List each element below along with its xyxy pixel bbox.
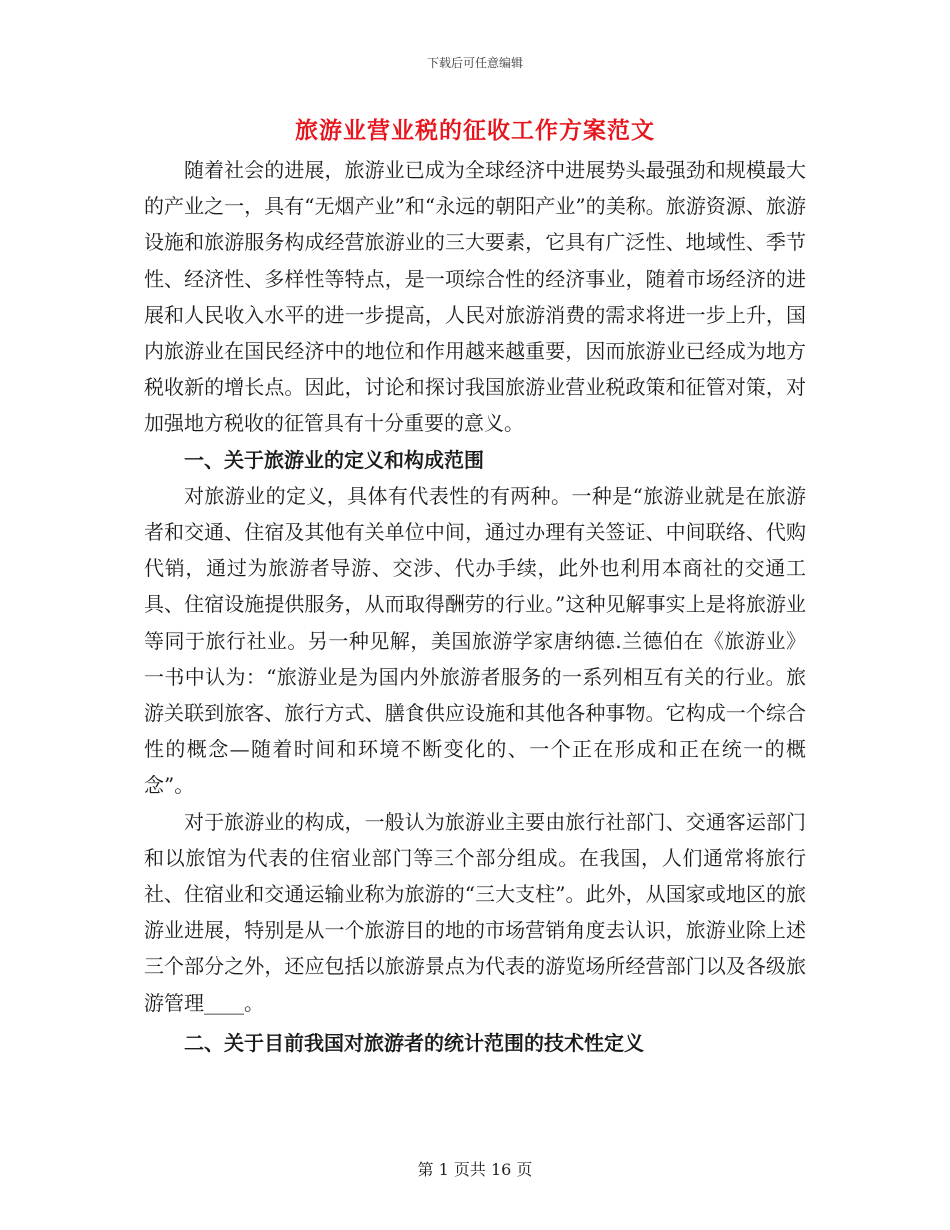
header-note: 下载后可任意编辑 [426,56,523,70]
section-1-paragraph-2: 对于旅游业的构成，一般认为旅游业主要由旅行社部门、交通客运部门和以旅馆为代表的住宿业部门等三个部分组成。在我国，人们通常将旅行社、住宿业和交通运输业称为旅游的“三大支柱”。此外，从国家或地区的旅游业进展，特别是从一个旅游目的地的市场营销角度去认识，旅游业除上述三个部分之外，还应包括以旅游景点为代表的游览场所经营部门以及各级旅游管理____。 [144,809,806,1015]
document-body [144,152,806,1061]
intro-paragraph: 随着社会的进展，旅游业已成为全球经济中进展势头最强劲和规模最大的产业之一，具有“无烟产业”和“永远的朝阳产业”的美称。旅游资源、旅游设施和旅游服务构成经营旅游业的三大要素，它具有广泛性、地域性、季节性、经济性、多样性等特点，是一项综合性的经济事业，随着市场经济的进展和人民收入水平的进一步提高，人民对旅游消费的需求将进一步上升，国内旅游业在国民经济中的地位和作用越来越重要，因而旅游业已经成为地方税收新的增长点。因此，讨论和探讨我国旅游业营业税政策和征管对策，对加强地方税收的征管具有十分重要的意义。 [144,158,806,436]
document-title: 旅游业营业税的征收工作方案范文 [295,117,655,144]
section-1-paragraph-1: 对旅游业的定义，具体有代表性的有两种。一种是“旅游业就是在旅游者和交通、住宿及其他有关单位中间，通过办理有关签证、中间联络、代购代销，通过为旅游者导游、交涉、代办手续，此外也利用本商社的交通工具、住宿设施提供服务，从而取得酬劳的行业。”这种见解事实上是将旅游业等同于旅行社业。另一种见解，美国旅游学家唐纳德.兰德伯在《旅游业》一书中认为：“旅游业是为国内外旅游者服务的一系列相互有关的行业。旅游关联到旅客、旅行方式、膳食供应设施和其他各种事物。它构成一个综合性的概念—随着时间和环境不断变化的、一个正在形成和正在统一的概念”。 [144,483,806,798]
section-2-heading: 二、关于目前我国对旅游者的统计范围的技术性定义 [184,1030,644,1055]
section-1-heading: 一、关于旅游业的定义和构成范围 [184,447,484,472]
page-number: 第 1 页共 16 页 [417,1160,533,1179]
